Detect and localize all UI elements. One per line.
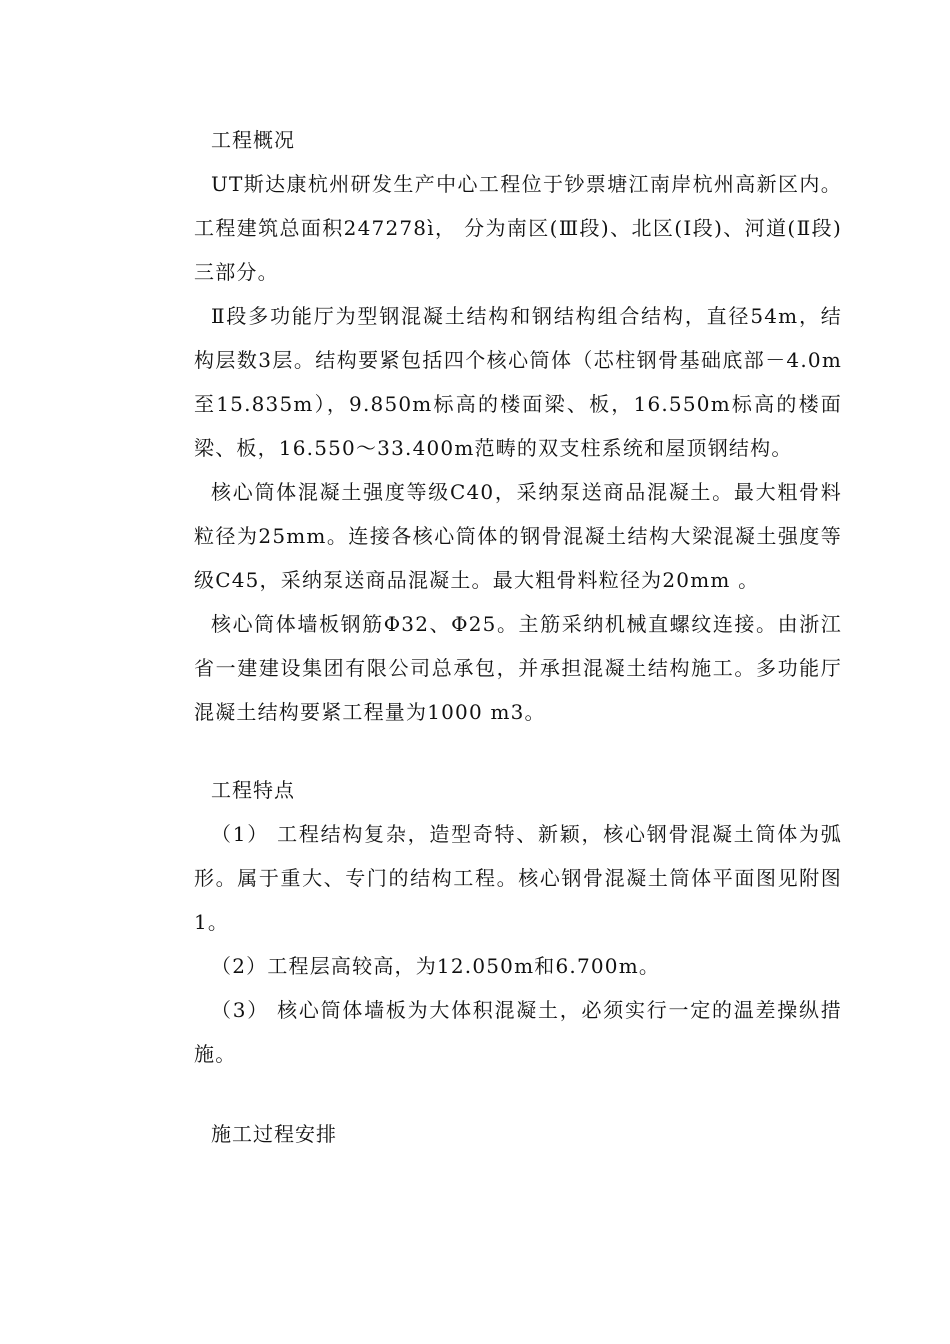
- section-heading-features: 工程特点: [211, 778, 295, 802]
- paragraph: 核心筒体墙板钢筋Φ32、Φ25。主筋采纳机械直螺纹连接。由浙江省一建建设集团有限公司总承包，并承担混凝土结构施工。多功能厅混凝土结构要紧工程量为1000 m3。: [194, 612, 842, 724]
- paragraph: UT斯达康杭州研发生产中心工程位于钞票塘江南岸杭州高新区内。工程建筑总面积247278ì， 分为南区(Ⅲ段)、北区(Ⅰ段)、河道(Ⅱ段) 三部分。: [194, 172, 842, 284]
- paragraph: （1） 工程结构复杂，造型奇特、新颖，核心钢骨混凝土筒体为弧形。属于重大、专门的结构工程。核心钢骨混凝土筒体平面图见附图1。: [194, 822, 842, 934]
- document-page: [194, 120, 842, 1154]
- section-gap: [194, 734, 842, 770]
- paragraph: 核心筒体混凝土强度等级C40，采纳泵送商品混凝土。最大粗骨料粒径为25mm。连接各核心筒体的钢骨混凝土结构大梁混凝土强度等级C45，采纳泵送商品混凝土。最大粗骨料粒径为20mm 。: [194, 480, 842, 592]
- section-gap: [194, 1076, 842, 1114]
- paragraph: （3） 核心筒体墙板为大体积混凝土，必须实行一定的温差操纵措施。: [194, 998, 842, 1066]
- paragraph: （2）工程层高较高，为12.050m和6.700m。: [211, 954, 661, 978]
- section-heading-overview: 工程概况: [211, 128, 295, 152]
- paragraph: Ⅱ段多功能厅为型钢混凝土结构和钢结构组合结构，直径54m，结构层数3层。结构要紧包括四个核心筒体（芯柱钢骨基础底部－4.0m至15.835m），9.850m标高的楼面梁、板，16.550m标高的楼面梁、板，16.550～33.400m范畴的双支柱系统和屋顶钢结构。: [194, 304, 842, 460]
- section-heading-construction-schedule: 施工过程安排: [211, 1122, 337, 1146]
